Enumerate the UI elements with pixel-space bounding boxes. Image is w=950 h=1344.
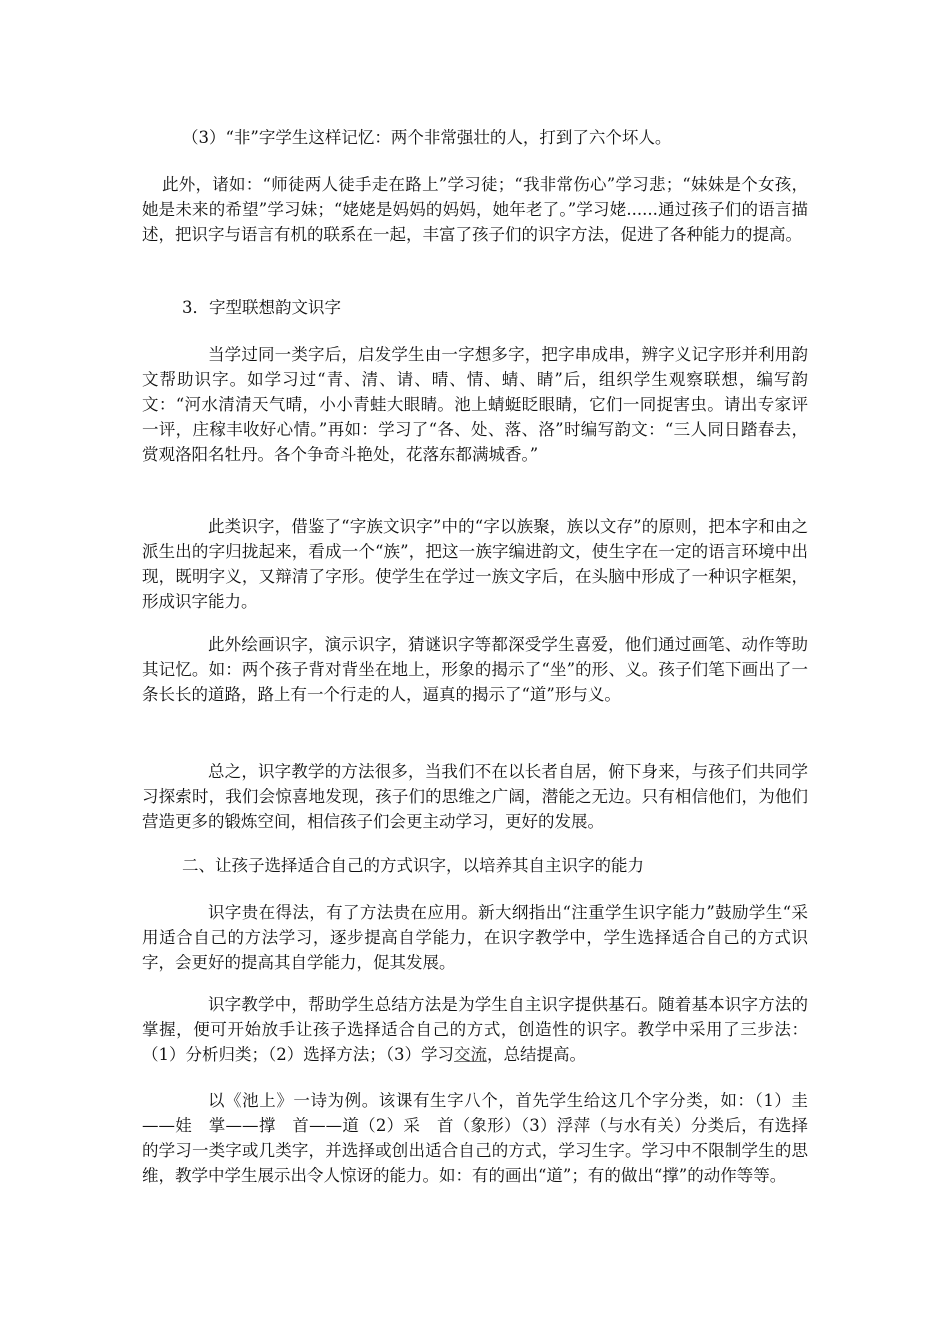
section-heading-3: 3．字型联想韵文识字 [182,298,341,317]
three-steps-text: 识字教学中，帮助学生总结方法是为学生自主识字提供基石。随着基本识字方法的掌握，便可开始放手让孩子选择适合自己的方式，创造性的识字。教学中采用了三步法：（1）分析归类；（2）选择方法；（3）学习 [142,995,808,1064]
paragraph-drawing-literacy: 此外绘画识字，演示识字，猜谜识字等都深受学生喜爱，他们通过画笔、动作等助其记忆。如：两个孩子背对背坐在地上，形象的揭示了“坐”的形、义。孩子们笔下画出了一条长长的道路，路上有一个行走的人，逼真的揭示了“道”形与义。 [142,635,808,704]
paragraph-examples: 此外，诸如：“师徒两人徒手走在路上”学习徒；“我非常伤心”学习悲；“妹妹是个女孩，她是未来的希望”学习妹；“姥姥是妈妈的妈妈，她年老了。”学习姥......通过孩子们的语言描述，把识字与语言有机的联系在一起，丰富了孩子们的识字方法，促进了各种能力的提高。 [142,175,808,244]
exchange-link[interactable]: 交流 [454,1045,487,1064]
section-heading-two: 二、让孩子选择适合自己的方式识字，以培养其自主识字的能力 [182,856,644,875]
paragraph-fei-memory: （3）“非”字学生这样记忆：两个非常强壮的人，打到了六个坏人。 [182,128,672,147]
paragraph-character-family: 此类识字，借鉴了“字族文识字”中的“字以族聚，族以文存”的原则，把本字和由之派生出的字归拢起来，看成一个“族”，把这一族字编进韵文，使生字在一定的语言环境中出现，既明字义，又辩清了字形。使学生在学过一族文字后，在头脑中形成了一种识字框架，形成识字能力。 [142,517,808,611]
paragraph-rhyme-literacy: 当学过同一类字后，启发学生由一字想多字，把字串成串，辨字义记字形并利用韵文帮助识字。如学习过“青、清、请、晴、情、蜻、睛”后，组织学生观察联想，编写韵文：“河水清清天气晴，小小青蛙大眼睛。池上蜻蜓眨眼睛，它们一同捉害虫。请出专家评一评，庄稼丰收好心情。”再如：学习了“各、处、落、洛”时编写韵文：“三人同日踏春去，赏观洛阳名牡丹。各个争奇斗艳处，花落东都满城香。” [142,345,808,464]
paragraph-summary: 总之，识字教学的方法很多，当我们不在以长者自居，俯下身来，与孩子们共同学习探索时，我们会惊喜地发现，孩子们的思维之广阔，潜能之无边。只有相信他们，为他们营造更多的锻炼空间，相信孩子们会更主动学习，更好的发展。 [142,762,808,831]
paragraph-chishang-example: 以《池上》一诗为例。该课有生字八个，首先学生给这几个字分类，如：（1）圭——娃 掌——撑 首——道（2）采 首（象形）（3）浮萍（与水有关）分类后，有选择的学习一类字或几类字，并选择或创出适合自己的方式，学习生字。学习中不限制学生的思维，教学中学生展示出令人惊讶的能力。如：有的画出“道”；有的做出“撑”的动作等等。 [142,1091,808,1185]
paragraph-method-application: 识字贵在得法，有了方法贵在应用。新大纲指出“注重学生识字能力”鼓励学生“采用适合自己的方法学习，逐步提高自学能力，在识字教学中，学生选择适合自己的方式识字，会更好的提高其自学能力，促其发展。 [142,903,808,972]
paragraph-three-steps [142,992,808,1067]
three-steps-ending: ，总结提高。 [487,1045,586,1064]
